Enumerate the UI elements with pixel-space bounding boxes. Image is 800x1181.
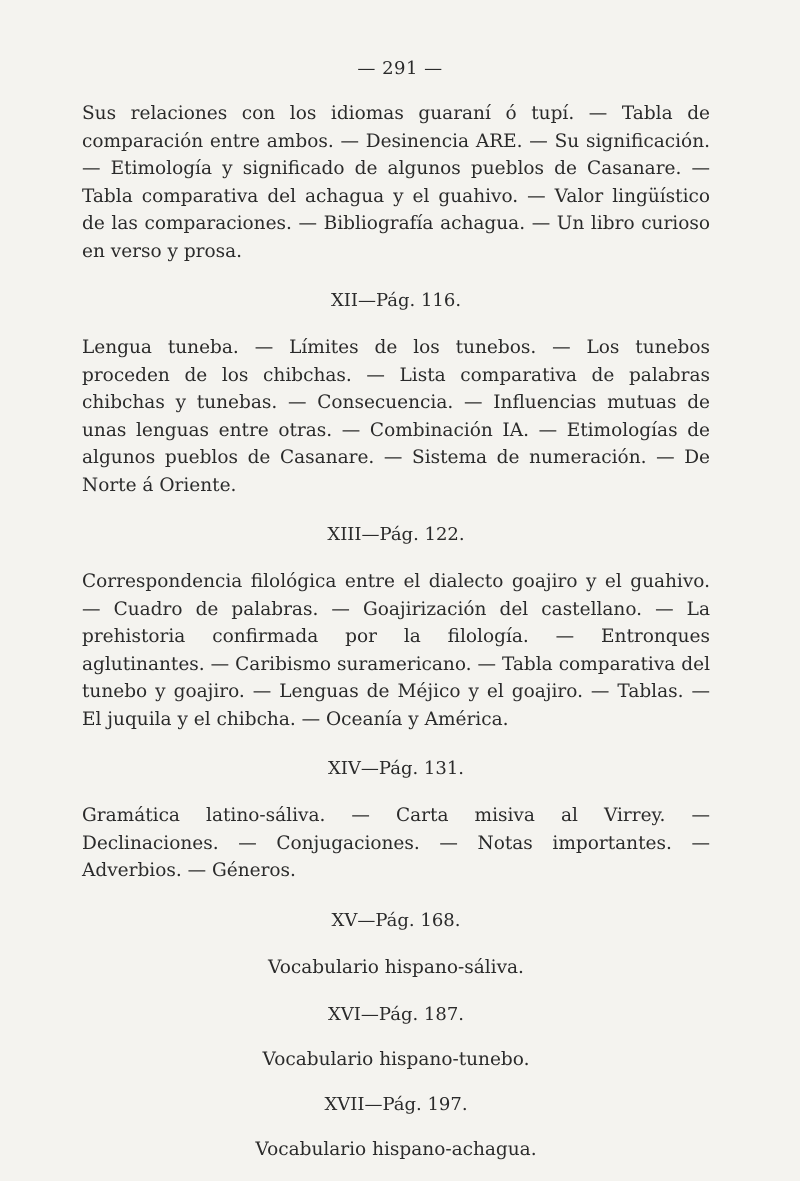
page-number: — 291 — [357,58,443,79]
section-text: Lengua tuneba. — Límites de los tunebos. — Los tunebos proceden de los chibchas. — Lista comparativa de palabras chibchas y tunebas. — Consecuencia. — Influencias mutuas de unas lenguas entre otras. — Combinación IA. — Etimologías de algunos pueblos de Casanare. — Sistema de numeración. — De Norte á Oriente. [82,337,710,496]
section-heading: XVII—Pág. 197. [324,1093,468,1115]
section-heading: XIII—Pág. 122. [327,524,465,545]
section-text: Vocabulario hispano-sáliva. [268,956,524,978]
section-text: Sus relaciones con los idiomas guaraní ó tupí. — Tabla de comparación entre ambos. — Desinencia ARE. — Su significación. — Etimología y significado de algunos pueblos de Casanare. — Tabla comparativa del achagua y el guahivo. — Valor lingüístico de las comparaciones. — Bibliografía achagua. — Un libro curioso en verso y prosa. [82,103,710,262]
page-content [82,100,710,1163]
section-text: Vocabulario hispano-achagua. [255,1138,537,1160]
section-heading: XV—Pág. 168. [331,909,461,931]
section-text: Vocabulario hispano-tunebo. [262,1048,530,1070]
section-text: Correspondencia filológica entre el dialecto goajiro y el guahivo. — Cuadro de palabras. — Goajirización del castellano. — La prehistoria confirmada por la filología. — Entronques aglutinantes. — Caribismo suramericano. — Tabla comparativa del tunebo y goajiro. — Lenguas de Méjico y el goajiro. — Tablas. — El juquila y el chibcha. — Oceanía y América. [82,571,710,730]
section-heading: XIV—Pág. 131. [327,758,464,779]
section-heading: XVI—Pág. 187. [327,1003,464,1025]
section-heading: XII—Pág. 116. [330,290,462,311]
section-text: Gramática latino-sáliva. — Carta misiva al Virrey. — Declinaciones. — Conjugaciones. — Notas importantes. — Adverbios. — Géneros. [82,805,710,881]
